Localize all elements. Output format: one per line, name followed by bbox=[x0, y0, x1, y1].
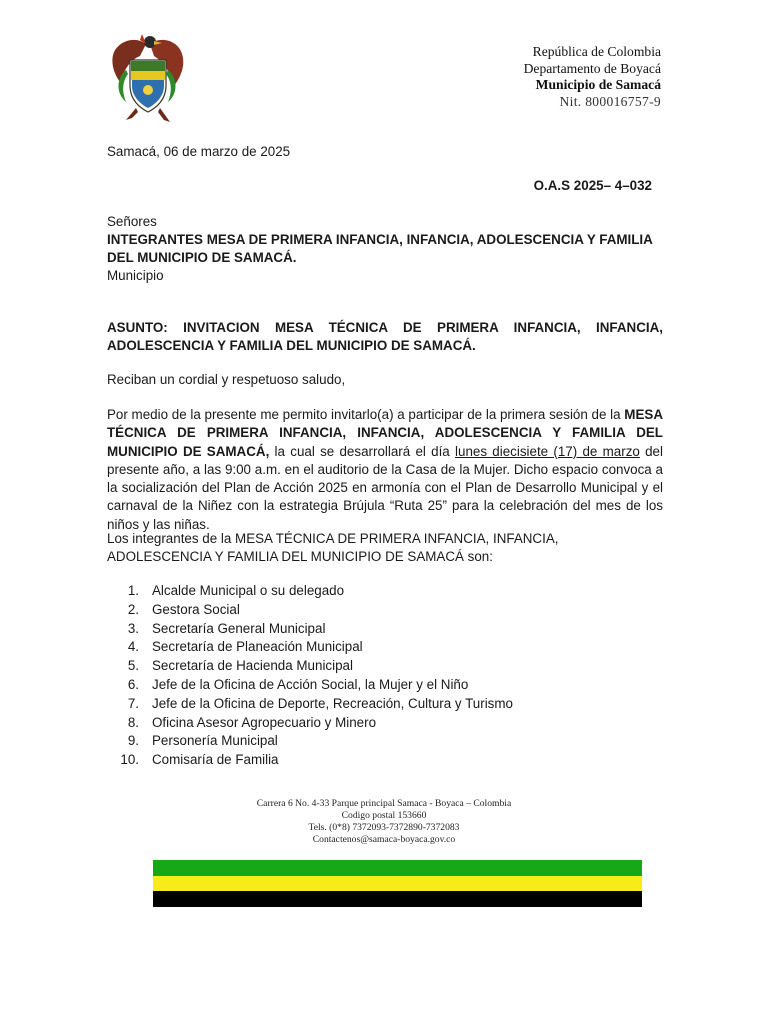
footer-phones: Tels. (0*8) 7372093-7372890-7372083 bbox=[308, 822, 460, 833]
list-text: Alcalde Municipal o su delegado bbox=[152, 583, 345, 598]
recipient: INTEGRANTES MESA DE PRIMERA INFANCIA, INFANCIA, ADOLESCENCIA Y FAMILIA DEL MUNICIPIO DE SAMACÁ. bbox=[107, 232, 653, 265]
list-number: 7. bbox=[127, 695, 139, 711]
reference-number: O.A.S 2025– 4–032 bbox=[533, 178, 652, 193]
letterhead-country: República de Colombia bbox=[532, 44, 661, 59]
flag-stripe-black bbox=[153, 891, 642, 907]
paragraph-text: la cual se desarrollará el día bbox=[269, 443, 456, 459]
list-number: 8. bbox=[127, 714, 139, 730]
list-item bbox=[107, 714, 627, 733]
greeting: Reciban un cordial y respetuoso saludo, bbox=[107, 372, 346, 387]
list-item bbox=[107, 582, 627, 601]
paragraph-text: Por medio de la presente me permito invitarlo(a) a participar de la primera sesión de la bbox=[107, 407, 625, 422]
flag-stripes bbox=[153, 860, 642, 907]
members-list bbox=[107, 582, 627, 770]
list-item bbox=[107, 638, 627, 657]
letter-date: Samacá, 06 de marzo de 2025 bbox=[107, 144, 291, 159]
invitation-paragraph bbox=[107, 406, 663, 534]
list-number: 6. bbox=[127, 676, 139, 692]
letterhead bbox=[524, 44, 661, 110]
list-item bbox=[107, 751, 627, 770]
footer-email: Contactenos@samaca-boyaca.gov.co bbox=[312, 834, 456, 845]
list-number: 2. bbox=[127, 601, 139, 617]
footer-address bbox=[0, 798, 768, 846]
list-item bbox=[107, 601, 627, 620]
list-item bbox=[107, 620, 627, 639]
salutation: Señores bbox=[107, 214, 157, 229]
list-number: 5. bbox=[127, 658, 139, 674]
list-number: 3. bbox=[127, 620, 139, 636]
list-number: 4. bbox=[127, 639, 139, 655]
footer-street: Carrera 6 No. 4-33 Parque principal Samaca - Boyaca – Colombia bbox=[256, 798, 512, 809]
list-text: Jefe de la Oficina de Acción Social, la Mujer y el Niño bbox=[152, 676, 469, 692]
list-text: Jefe de la Oficina de Deporte, Recreación, Cultura y Turismo bbox=[152, 695, 513, 711]
list-item bbox=[107, 657, 627, 676]
list-number: 1. bbox=[127, 583, 139, 598]
addressee-block bbox=[107, 213, 663, 285]
list-text: Secretaría de Hacienda Municipal bbox=[152, 658, 353, 674]
members-intro-paragraph: Los integrantes de la MESA TÉCNICA DE PRIMERA INFANCIA, INFANCIA, ADOLESCENCIA Y FAMILIA DEL MUNICIPIO DE SAMACÁ son: bbox=[107, 531, 559, 564]
event-date-underlined: lunes diecisiete (17) de marzo bbox=[455, 443, 640, 459]
recipient-location: Municipio bbox=[107, 268, 164, 283]
flag-stripe-yellow bbox=[153, 876, 642, 892]
list-item bbox=[107, 695, 627, 714]
list-number: 9. bbox=[127, 733, 139, 749]
list-text: Secretaría de Planeación Municipal bbox=[152, 639, 363, 655]
letterhead-nit: Nit. 800016757-9 bbox=[559, 93, 661, 109]
list-text: Gestora Social bbox=[152, 601, 240, 617]
paragraph-bold-text: MESA TÉCNICA DE PRIMERA INFANCIA, INFANCIA, ADOLESCENCIA Y FAMILIA DEL MUNICIPIO DE SAMACÁ, bbox=[107, 407, 663, 459]
flag-stripe-green bbox=[153, 860, 642, 876]
list-text: Secretaría General Municipal bbox=[152, 620, 326, 636]
list-item bbox=[107, 732, 627, 751]
footer-postal-code: Codigo postal 153660 bbox=[341, 810, 427, 821]
samaca-coat-of-arms-icon bbox=[106, 30, 188, 126]
list-item bbox=[107, 676, 627, 695]
letterhead-municipality: Municipio de Samacá bbox=[535, 77, 661, 93]
subject-line: ASUNTO: INVITACION MESA TÉCNICA DE PRIMERA INFANCIA, INFANCIA, ADOLESCENCIA Y FAMILIA DEL MUNICIPIO DE SAMACÁ. bbox=[107, 320, 663, 353]
list-text: Comisaría de Familia bbox=[152, 752, 279, 768]
list-number: 10. bbox=[120, 752, 139, 768]
letterhead-department: Departamento de Boyacá bbox=[523, 60, 661, 76]
list-text: Oficina Asesor Agropecuario y Minero bbox=[152, 714, 377, 730]
paragraph-text: del presente año, a las 9:00 a.m. en el auditorio de la Casa de la Mujer. Dicho espacio convoca a la socialización del Plan de Acción 2025 en armonía con el Plan de Desarrollo Municipal y el carnaval de la Niñez con la estrategia Brújula “Ruta 25” para la celebración del mes de los niños y las niñas. bbox=[107, 443, 663, 532]
list-text: Personería Municipal bbox=[152, 733, 278, 749]
